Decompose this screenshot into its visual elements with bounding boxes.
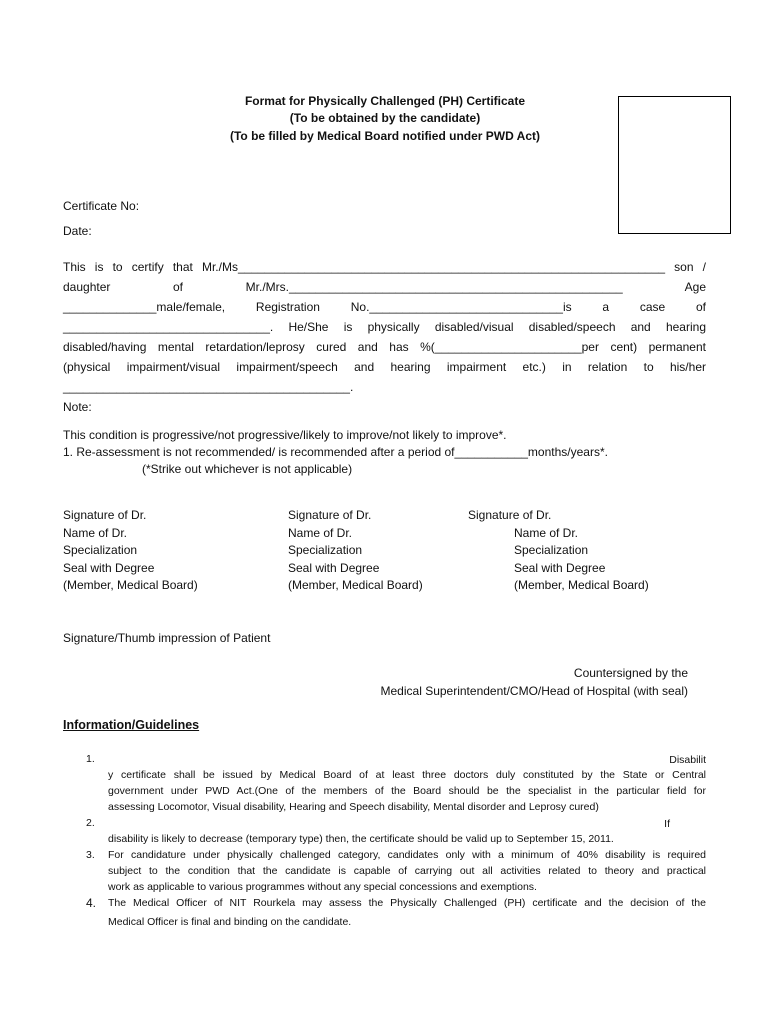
body-line-1: This is to certify that Mr./Ms________________________________________________________________ son / [63, 260, 706, 274]
guideline-1-number: 1. [86, 753, 95, 765]
note-strike-out: (*Strike out whichever is not applicable) [142, 462, 353, 476]
guideline-1-line-3: assessing Locomotor, Visual disability, Hearing and Speech disability, Mental disorder and Leprosy cured) [108, 801, 599, 813]
countersigned-authority: Medical Superintendent/CMO/Head of Hospital (with seal) [380, 684, 688, 698]
name-label: Name of Dr. [514, 525, 579, 540]
patient-signature-label: Signature/Thumb impression of Patient [63, 631, 271, 645]
guideline-3-line-3: work as applicable to various programmes without any special concessions and exemptions. [108, 881, 537, 893]
signature-label: Signature of Dr. [468, 508, 552, 522]
date-label: Date: [63, 224, 92, 238]
guideline-2-tail: If [664, 818, 670, 830]
guidelines-heading: Information/Guidelines [63, 718, 200, 732]
guideline-4-line-1: The Medical Officer of NIT Rourkela may assess the Physically Challenged (PH) certificate and the decision of the [108, 897, 706, 909]
signature-block-3 [468, 507, 649, 595]
member-label: (Member, Medical Board) [63, 578, 198, 592]
body-line-6: (physical impairment/visual impairment/speech and hearing impairment etc.) in relation to his/her [63, 360, 706, 374]
signature-block-2 [288, 507, 423, 595]
specialization-label: Specialization [514, 543, 589, 557]
signature-block-1 [63, 507, 198, 595]
note-label: Note: [63, 400, 92, 414]
guideline-1-line-1: y certificate shall be issued by Medical Board of at least three doctors duly constituted by the State or Central [108, 769, 706, 781]
seal-label: Seal with Degree [288, 560, 380, 575]
signature-label: Signature of Dr. [63, 508, 147, 522]
specialization-label: Specialization [63, 543, 138, 557]
member-label: (Member, Medical Board) [288, 578, 423, 592]
member-label: (Member, Medical Board) [514, 578, 649, 592]
body-line-4: _______________________________. He/She is physically disabled/visual disabled/speech and hearing [63, 320, 706, 334]
countersigned-label: Countersigned by the [573, 666, 688, 680]
guideline-3-line-1: For candidature under physically challenged category, candidates only with a minimum of 40% disability is required [108, 849, 706, 861]
guideline-1-line-2: government under PWD Act.(One of the members of the Board should be the specialist in the particular field for [108, 785, 706, 797]
signature-label: Signature of Dr. [288, 508, 372, 522]
note-condition: This condition is progressive/not progressive/likely to improve/not likely to improve*. [63, 428, 507, 442]
guideline-4-line-2: Medical Officer is final and binding on the candidate. [108, 916, 352, 928]
guideline-2-number: 2. [86, 817, 95, 829]
certificate-no-label: Certificate No: [63, 199, 140, 213]
guideline-3-line-2: subject to the condition that the candidate is capable of carrying out all activities related to theory and practical [108, 865, 706, 877]
seal-label: Seal with Degree [514, 560, 606, 575]
name-label: Name of Dr. [288, 525, 353, 540]
specialization-label: Specialization [288, 543, 363, 557]
guideline-1-tail: Disabilit [669, 754, 706, 766]
guideline-3-number: 3. [86, 849, 95, 861]
photo-box [618, 96, 731, 234]
document-subtitle-candidate: (To be obtained by the candidate) [289, 111, 481, 125]
body-line-5: disabled/having mental retardation/leprosy cured and has %(______________________per cent) permanent [63, 340, 706, 354]
note-reassessment: 1. Re-assessment is not recommended/ is recommended after a period of___________months/years*. [63, 445, 608, 459]
document-subtitle-medical-board: (To be filled by Medical Board notified under PWD Act) [229, 129, 540, 143]
body-line-2: daughter of Mr./Mrs.__________________________________________________ Age [63, 280, 706, 294]
name-label: Name of Dr. [63, 525, 128, 540]
guideline-2-line-1: disability is likely to decrease (temporary type) then, the certificate should be valid up to September 15, 2011. [108, 833, 614, 845]
body-line-7: ___________________________________________. [63, 380, 354, 394]
document-title: Format for Physically Challenged (PH) Certificate [244, 94, 526, 108]
seal-label: Seal with Degree [63, 560, 155, 575]
guideline-4-number: 4. [86, 896, 97, 910]
body-line-3: ______________male/female, Registration No._____________________________is a case of [63, 300, 706, 314]
